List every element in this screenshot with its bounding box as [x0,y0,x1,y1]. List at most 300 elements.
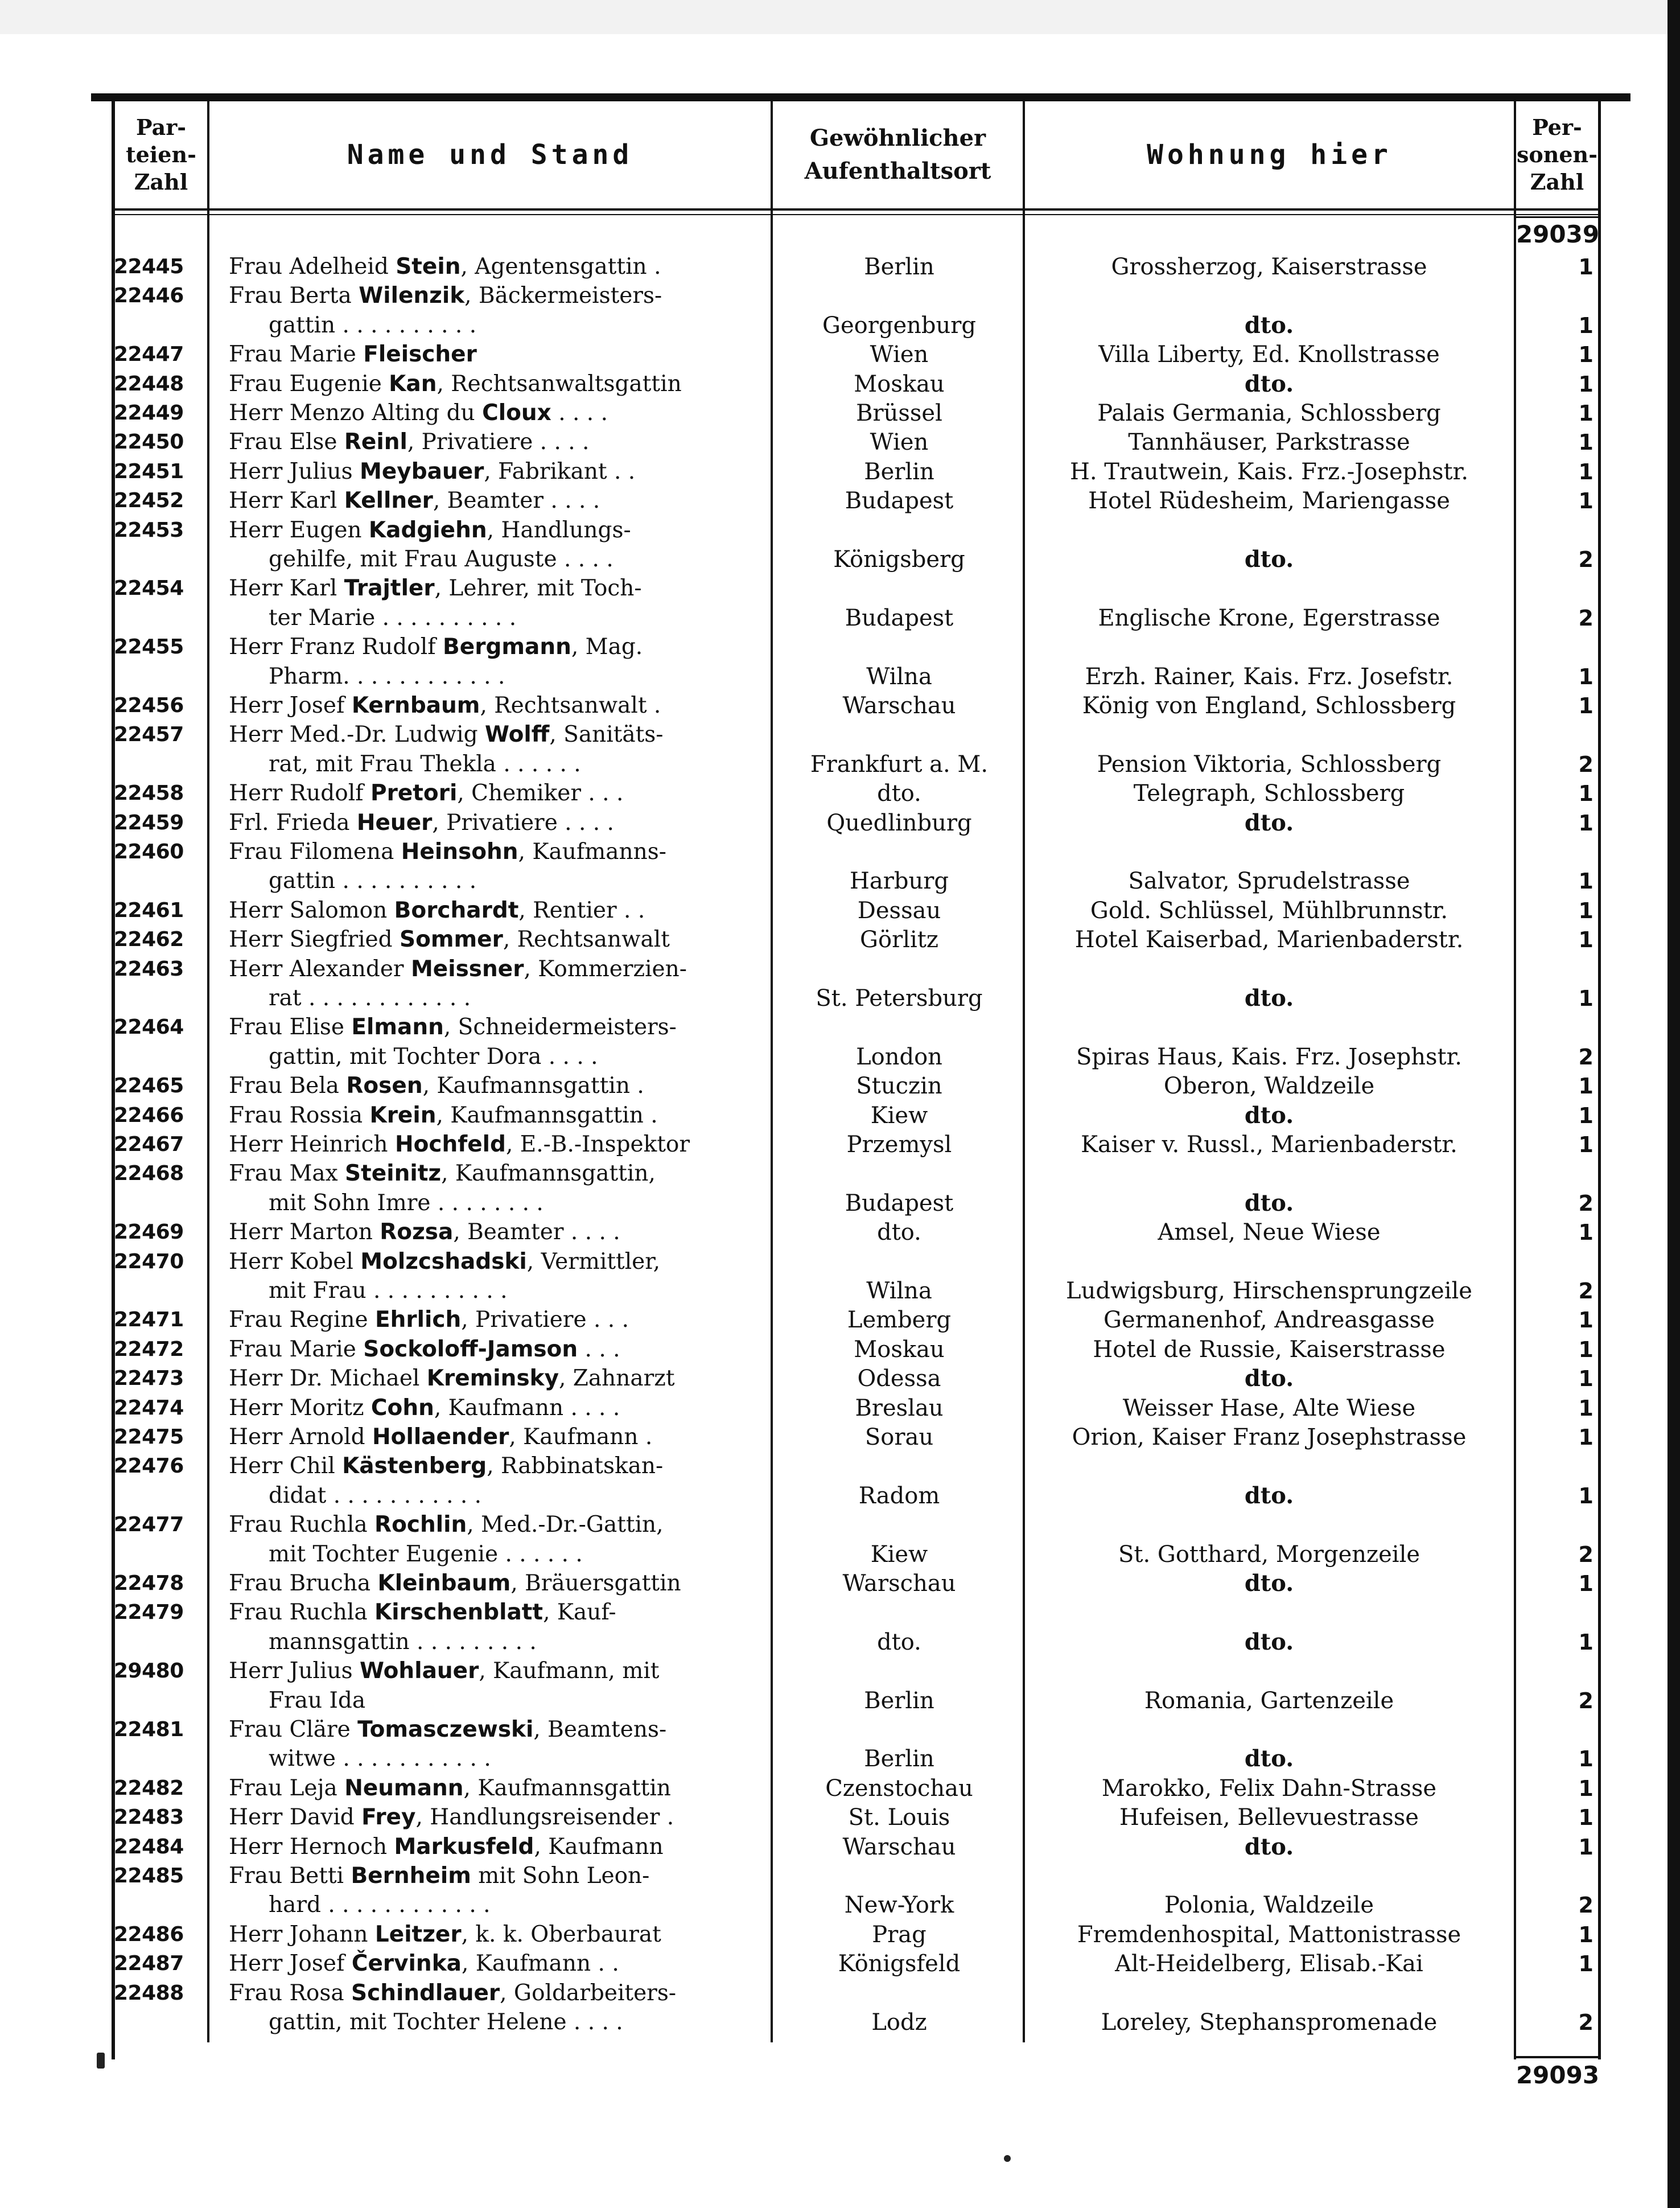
local-address: Grossherzog, Kaiserstrasse [1111,254,1427,280]
local-address: Orion, Kaiser Franz Josephstrasse [1072,1424,1467,1450]
register-row [0,427,1680,457]
local-address: Ludwigsburg, Hirschensprungzeile [1066,1277,1472,1304]
local-address: dto. [1244,1101,1294,1129]
local-address: dto. [1244,311,1294,339]
page-total: 29093 [1516,2061,1600,2089]
surname: Meissner [410,956,524,982]
local-address: dto. [1244,1833,1294,1860]
local-address: Erzh. Rainer, Kais. Frz. Josefstr. [1085,663,1453,690]
name-prefix: Herr Josef [229,693,352,718]
name-suffix: , Vermittler, [526,1248,661,1274]
usual-residence: New-York [844,1892,954,1919]
surname: Fleischer [363,342,477,368]
local-address: dto. [1244,1628,1294,1655]
name-suffix: , Handlungs- [487,517,631,543]
usual-residence: Wilna [866,663,932,690]
surname: Meybauer [360,458,484,484]
local-address: Englische Krone, Egerstrasse [1098,605,1440,631]
name-and-status-line [229,1422,767,1452]
party-number: 22479 [114,1601,184,1625]
surname: Trajtler [344,575,435,602]
party-number: 22464 [114,1015,184,1039]
usual-residence: Kiew [870,1541,928,1568]
usual-residence: Dessau [857,897,941,924]
name-prefix: Frau Elise [229,1014,352,1041]
usual-residence: Brüssel [856,400,942,426]
name-prefix: mit Frau . . . . . . . . . . [269,1277,508,1304]
name-prefix: Frau Rosa [229,1980,351,2006]
name-suffix: , Handlungsreisender . [415,1804,674,1831]
name-and-status-line [229,1744,767,1774]
usual-residence: Sorau [864,1424,934,1450]
usual-residence: St. Petersburg [816,985,983,1012]
name-prefix: Frau Filomena [229,839,401,865]
name-prefix: Herr Salomon [229,897,394,923]
party-number: 22460 [114,840,184,864]
name-and-status-line [229,252,767,282]
person-count: 2 [1578,1044,1593,1070]
top-rule [91,93,1630,101]
person-count: 1 [1578,898,1593,923]
name-prefix: Frau Eugenie [229,371,389,397]
name-suffix: , Kaufmann [534,1833,664,1860]
person-count: 1 [1578,664,1593,689]
register-row [0,1510,1680,1569]
register-row [0,896,1680,925]
name-and-status-line [229,281,767,311]
person-count: 1 [1578,313,1593,338]
name-and-status-line [229,340,767,369]
name-suffix: , Rentier . . [518,897,645,923]
usual-residence: dto. [877,1219,921,1246]
usual-residence: Warschau [842,1833,956,1860]
surname: Markusfeld [394,1833,534,1860]
local-address: St. Gotthard, Morgenzeile [1118,1541,1420,1568]
name-suffix: , Agentensgattin . [460,254,661,279]
ink-speck [97,2053,105,2069]
name-and-status-line [229,1247,767,1277]
party-number: 22462 [114,928,184,952]
header-party-number: Par- teien- Zahl [126,114,196,195]
local-address: Villa Liberty, Ed. Knollstrasse [1098,342,1440,368]
person-count: 1 [1578,371,1593,397]
name-suffix: , Kaufmann . . . . [434,1395,620,1421]
surname: Kästenberg [342,1453,487,1479]
register-row [0,1393,1680,1422]
usual-residence: Berlin [864,1687,934,1714]
usual-residence: Breslau [855,1395,944,1421]
name-prefix: Herr Franz Rudolf [229,634,443,660]
name-prefix: mannsgattin . . . . . . . . . [269,1629,537,1655]
name-suffix: , Rechtsanwalt . [480,693,661,718]
name-suffix: , Mag. [571,634,643,660]
register-row [0,369,1680,398]
name-and-status-line [229,457,767,487]
name-suffix: , Beamter . . . . [433,488,600,514]
surname: Sockoloff-Jamson [363,1336,578,1362]
name-suffix: , Rechtsanwalt [503,927,670,953]
party-number: 22453 [114,518,184,542]
surname: Pretori [370,780,458,807]
surname: Steinitz [345,1161,442,1187]
usual-residence: Czenstochau [825,1775,973,1802]
register-row [0,281,1680,340]
local-address: dto. [1244,370,1294,397]
name-suffix: . . . [578,1336,620,1362]
person-count: 1 [1578,810,1593,836]
register-row [0,1364,1680,1393]
name-prefix: Herr Moritz [229,1395,371,1421]
local-address: dto. [1244,1482,1294,1509]
name-prefix: Herr Johann [229,1921,375,1947]
register-row [0,1305,1680,1334]
surname: Kadgiehn [368,517,487,543]
person-count: 1 [1578,1220,1593,1245]
surname: Heinsohn [401,839,518,865]
person-count: 1 [1578,927,1593,953]
register-row [0,720,1680,779]
name-suffix: , Med.-Dr.-Gattin, [467,1512,664,1538]
register-row [0,1598,1680,1656]
party-number: 22452 [114,489,184,513]
surname: Reinl [344,429,407,455]
person-count: 1 [1578,781,1593,807]
person-count: 1 [1578,1834,1593,1860]
name-and-status-line [229,1686,767,1716]
name-prefix: Frau Else [229,429,344,455]
person-count: 1 [1578,1337,1593,1362]
party-number: 22475 [114,1425,184,1449]
person-count: 1 [1578,1805,1593,1831]
register-row [0,1101,1680,1130]
usual-residence: Kiew [870,1102,928,1129]
local-address: Gold. Schlüssel, Mühlbrunnstr. [1090,897,1448,924]
name-prefix: Herr Arnold [229,1424,373,1450]
name-and-status-line [229,311,767,340]
name-prefix: Herr Hernoch [229,1833,394,1860]
local-address: dto. [1244,1365,1294,1392]
name-suffix: , Chemiker . . . [457,780,624,807]
surname: Cloux [482,400,551,426]
name-prefix: rat, mit Frau Thekla . . . . . . [269,751,581,777]
person-count: 1 [1578,1395,1593,1421]
person-count: 1 [1578,459,1593,484]
local-address: H. Trautwein, Kais. Frz.-Josephstr. [1069,458,1469,485]
header-usual-residence: Gewöhnlicher Aufenthaltsort [804,125,991,184]
usual-residence: Stuczin [856,1073,942,1100]
surname: Leitzer [374,1921,462,1947]
party-number: 22486 [114,1922,184,1946]
surname: Neumann [344,1775,464,1801]
name-suffix: , Kaufmann . [509,1424,653,1450]
party-number: 22450 [114,430,184,454]
name-suffix: , Fabrikant . . [484,458,636,484]
usual-residence: Wien [870,342,929,368]
name-and-status-line [229,662,767,692]
name-suffix: , k. k. Oberbaurat [461,1921,661,1947]
name-and-status-line [229,1042,767,1072]
party-number: 22481 [114,1718,184,1741]
local-address: Tannhäuser, Parkstrasse [1128,429,1410,456]
name-prefix: Frau Ruchla [229,1512,375,1538]
name-and-status-line [229,955,767,984]
usual-residence: Görlitz [860,927,938,953]
party-number: 22457 [114,723,184,747]
name-prefix: Herr Marton [229,1219,380,1245]
local-address: Germanenhof, Andreasgasse [1103,1307,1435,1334]
usual-residence: Moskau [854,1336,945,1363]
local-address: dto. [1244,1745,1294,1773]
name-suffix: , Kaufmannsgattin, [441,1161,656,1187]
name-suffix: , Privatiere . . . . [407,429,590,455]
usual-residence: Odessa [857,1366,941,1392]
local-address: Loreley, Stephanspromenade [1101,2009,1438,2036]
name-suffix: , Privatiere . . . [461,1307,629,1333]
local-address: Alt-Heidelberg, Elisab.-Kai [1115,1951,1423,1977]
name-and-status-line [229,1189,767,1218]
name-prefix: Frau Cläre [229,1717,358,1742]
name-prefix: mit Sohn Imre . . . . . . . . [269,1190,543,1216]
local-address: Kaiser v. Russl., Marienbaderstr. [1081,1132,1457,1158]
usual-residence: Prag [872,1921,927,1948]
surname: Kirschenblatt [374,1600,543,1626]
name-suffix: , Kaufmann . . [461,1951,619,1977]
surname: Kernbaum [351,693,480,718]
name-prefix: Herr Karl [229,575,344,602]
name-prefix: Frau Adelheid [229,254,396,279]
name-prefix: Frau Betti [229,1863,351,1889]
person-count: 2 [1578,1541,1593,1567]
name-and-status-line [229,1130,767,1159]
surname: Červinka [351,1951,462,1977]
usual-residence: Frankfurt a. M. [810,751,989,778]
register-row [0,1335,1680,1364]
name-and-status-line [229,427,767,457]
person-count: 1 [1578,1922,1593,1947]
person-count: 1 [1578,1103,1593,1128]
usual-residence: Lodz [871,2009,927,2036]
register-row [0,1832,1680,1861]
register-row [0,340,1680,369]
surname: Frey [361,1804,416,1831]
register-row [0,691,1680,720]
usual-residence: Moskau [854,371,945,397]
name-and-status-line [229,1071,767,1101]
name-and-status-line [229,1715,767,1745]
party-number: 22473 [114,1367,184,1391]
name-prefix: Herr Menzo Alting du [229,400,483,426]
register-row [0,808,1680,837]
name-prefix: Herr David [229,1804,362,1831]
usual-residence: Przemysl [846,1132,952,1158]
local-address: Amsel, Neue Wiese [1158,1219,1381,1246]
name-prefix: Herr Julius [229,1658,360,1684]
surname: Wohlauer [360,1658,479,1684]
name-and-status-line [229,486,767,516]
name-and-status-line [229,1393,767,1423]
person-count: 2 [1578,605,1593,631]
name-and-status-line [229,1510,767,1540]
name-prefix: witwe . . . . . . . . . . . [269,1746,491,1772]
register-row [0,1774,1680,1803]
name-suffix: , Beamtens- [533,1717,667,1742]
register-row [0,1218,1680,1247]
name-prefix: Frau Rossia [229,1102,370,1128]
name-prefix: gattin . . . . . . . . . . [269,868,477,894]
name-prefix: Herr Chil [229,1453,343,1479]
person-count: 1 [1578,1366,1593,1392]
header-bottom-rule [114,208,1600,211]
surname: Schindlauer [351,1980,500,2006]
person-count: 2 [1578,1688,1593,1713]
register-row [0,1861,1680,1920]
name-prefix: didat . . . . . . . . . . . [269,1482,482,1508]
name-suffix: , Beamter . . . . [453,1219,620,1245]
usual-residence: St. Louis [848,1804,950,1831]
local-address: Spiras Haus, Kais. Frz. Josephstr. [1076,1043,1463,1070]
party-number: 22459 [114,811,184,834]
surname: Rochlin [374,1512,467,1538]
name-and-status-line [229,1159,767,1189]
name-and-status-line [229,369,767,399]
local-address: Fremdenhospital, Mattonistrasse [1077,1921,1461,1948]
surname: Hollaender [372,1424,509,1450]
surname: Bergmann [443,634,571,660]
party-number: 29480 [114,1659,184,1683]
usual-residence: Warschau [842,693,956,719]
register-row [0,457,1680,486]
carry-over-rule [1516,216,1598,218]
name-and-status-line [229,1452,767,1481]
name-and-status-line [229,691,767,721]
party-number: 22445 [114,255,184,278]
name-prefix: Herr Rudolf [229,780,371,807]
person-count: 1 [1578,1951,1593,1977]
name-prefix: hard . . . . . . . . . . . . [269,1892,491,1918]
header-person-count: Per- sonen- Zahl [1517,114,1597,195]
name-prefix: Frau Marie [229,342,364,368]
name-prefix: mit Tochter Eugenie . . . . . . [269,1541,583,1567]
person-count: 1 [1578,1775,1593,1801]
name-and-status-line [229,1949,767,1979]
register-row [0,837,1680,896]
name-and-status-line [229,574,767,603]
usual-residence: Budapest [845,605,954,631]
register-row [0,1715,1680,1774]
name-prefix: Herr Eugen [229,517,369,543]
person-count: 1 [1578,401,1593,426]
party-number: 22467 [114,1133,184,1156]
register-row [0,1949,1680,1978]
party-number: 22470 [114,1249,184,1273]
party-number: 22456 [114,694,184,717]
carry-over-total: 29039 [1516,220,1600,248]
usual-residence: Berlin [864,254,934,280]
person-count: 1 [1578,254,1593,279]
surname: Heuer [356,809,433,836]
name-and-status-line [229,896,767,926]
person-count: 2 [1578,2009,1593,2035]
name-suffix: , Kaufmannsgattin . [436,1102,658,1128]
party-number: 22487 [114,1952,184,1976]
register-row [0,1803,1680,1832]
name-and-status-line [229,545,767,574]
surname: Stein [396,254,461,279]
name-and-status-line [229,1979,767,2008]
name-prefix: gehilfe, mit Frau Auguste . . . . [269,546,613,572]
surname: Rozsa [380,1219,454,1245]
name-and-status-line [229,1335,767,1364]
surname: Wilenzik [359,283,465,309]
person-count: 2 [1578,751,1593,777]
name-suffix: , Bäckermeisters- [464,283,662,309]
register-row [0,632,1680,691]
name-suffix: . . . . [551,400,608,426]
name-prefix: Herr Dr. Michael [229,1366,427,1392]
name-prefix: Frau Ruchla [229,1600,375,1626]
name-and-status-line [229,1305,767,1335]
register-row [0,955,1680,1013]
header-name-and-status: Name und Stand [347,139,633,171]
surname: Cohn [370,1395,434,1421]
name-prefix: Herr Med.-Dr. Ludwig [229,722,485,748]
register-row [0,1569,1680,1598]
usual-residence: Budapest [845,1190,954,1216]
register-row [0,398,1680,427]
register-row [0,1130,1680,1159]
person-count: 1 [1578,488,1593,514]
usual-residence: Berlin [864,1746,934,1773]
party-number: 22474 [114,1396,184,1420]
surname: Rosen [346,1073,423,1099]
party-number: 22471 [114,1308,184,1332]
person-count: 1 [1578,430,1593,455]
name-suffix: , Privatiere . . . . [432,809,614,836]
name-and-status-line [229,1861,767,1891]
name-suffix: , Zahnarzt [559,1366,675,1392]
person-count: 2 [1578,1893,1593,1918]
name-and-status-line [229,925,767,955]
local-address: Weisser Hase, Alte Wiese [1122,1395,1416,1421]
party-number: 22482 [114,1776,184,1800]
name-prefix: Herr Alexander [229,956,411,982]
name-and-status-line [229,1013,767,1042]
header-local-address: Wohnung hier [1147,139,1392,171]
name-and-status-line [229,398,767,428]
name-suffix: , Sanitäts- [549,722,664,748]
name-prefix: ter Marie . . . . . . . . . . [269,605,517,631]
name-and-status-line [229,1803,767,1832]
party-number: 22461 [114,898,184,922]
party-number: 22485 [114,1864,184,1888]
party-number: 22483 [114,1806,184,1829]
name-and-status-line [229,1598,767,1627]
person-count: 2 [1578,546,1593,572]
local-address: dto. [1244,809,1294,836]
name-suffix: , E.-B.-Inspektor [505,1132,690,1157]
ink-speck [1004,2155,1011,2162]
register-row [0,1656,1680,1715]
surname: Tomasczewski [357,1717,534,1742]
usual-residence: London [856,1043,942,1070]
name-prefix: gattin, mit Tochter Helene . . . . [269,2009,623,2035]
name-suffix: , Kaufmannsgattin [463,1775,671,1801]
person-count: 2 [1578,1190,1593,1216]
party-number: 22466 [114,1103,184,1127]
register-row [0,1979,1680,2037]
local-address: Pension Viktoria, Schlossberg [1097,751,1442,778]
name-and-status-line [229,1540,767,1569]
